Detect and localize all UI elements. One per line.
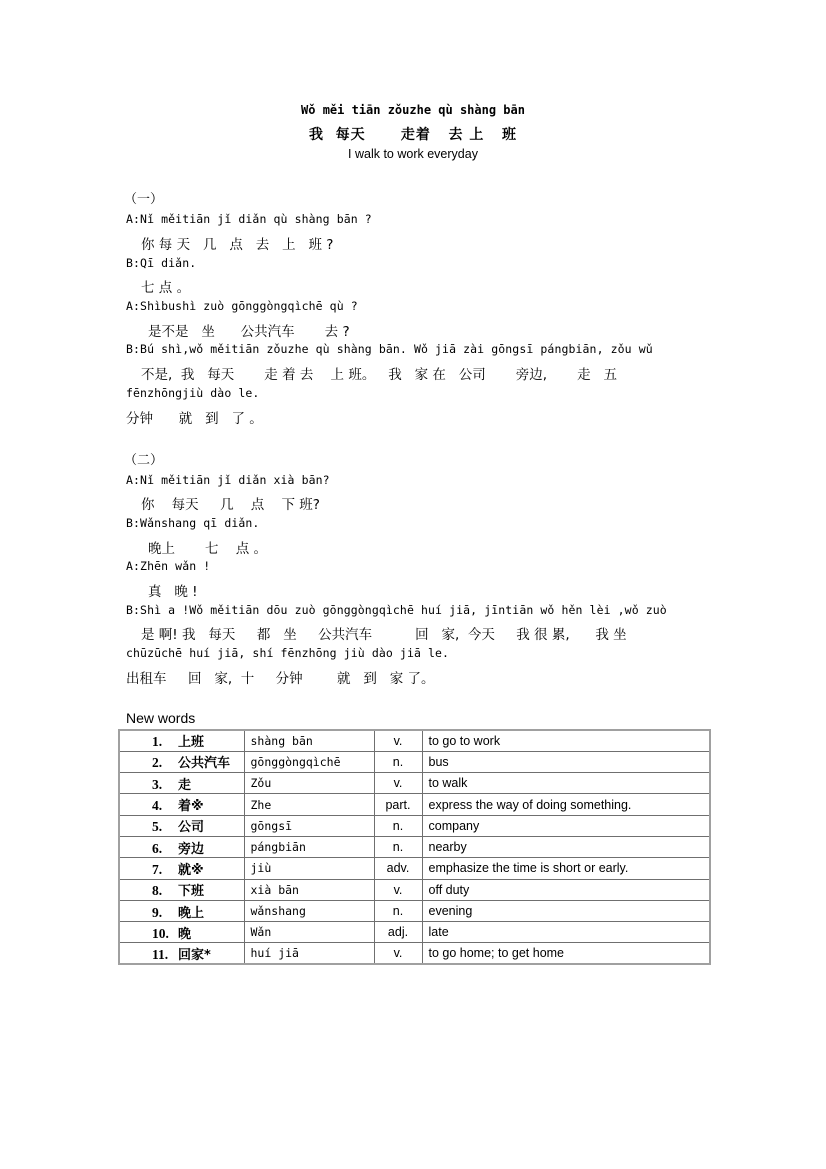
vocab-meaning: express the way of doing something. <box>422 794 710 815</box>
vocab-word: 走 <box>178 777 192 793</box>
vocab-number: 8. <box>152 883 163 899</box>
dialogue-2-line-5-pinyin: chūzūchē huí jiā, shí fēnzhōng jiù dào jiā le. <box>126 646 450 660</box>
vocab-number: 2. <box>152 755 163 771</box>
dialogue-1-line-3-hanzi: 是不是 坐 公共汽车 去 ? <box>148 324 350 340</box>
vocab-number: 9. <box>152 904 163 920</box>
vocab-pinyin: pángbiān <box>244 836 374 857</box>
vocab-word-cell <box>119 858 244 879</box>
vocab-part-of-speech: v. <box>374 943 422 964</box>
vocab-pinyin: gōngsī <box>244 815 374 836</box>
dialogue-2-line-4-pinyin: B:Shì a !Wǒ měitiān dōu zuò gōnggòngqìchē huí jiā, jīntiān wǒ hěn lèi ,wǒ zuò <box>126 603 667 617</box>
vocab-pinyin: Wǎn <box>244 922 374 943</box>
vocab-part-of-speech: n. <box>374 815 422 836</box>
new-words-label: New words <box>126 710 196 726</box>
vocab-word: 旁边 <box>178 841 205 857</box>
dialogue-1-line-5-pinyin: fēnzhōngjiù dào le. <box>126 386 260 400</box>
vocab-word: 公共汽车 <box>178 756 231 772</box>
dialogue-1-line-3-pinyin: A:Shìbushì zuò gōnggòngqìchē qù ? <box>126 299 358 313</box>
vocab-word: 晚 <box>178 926 192 942</box>
vocabulary-row <box>119 751 710 772</box>
dialogue-2-line-2-hanzi: 晚上 七 点 。 <box>148 541 267 557</box>
vocab-word: 下班 <box>178 884 205 900</box>
dialogue-2-line-5-hanzi: 出租车 回 家, 十 分钟 就 到 家 了。 <box>126 671 435 687</box>
title-hanzi: 我 每天 走着 去 上 班 <box>308 127 518 143</box>
vocab-meaning: bus <box>422 751 710 772</box>
vocab-word: 着※ <box>178 799 204 815</box>
dialogue-1-line-5-hanzi: 分钟 就 到 了 。 <box>126 411 263 427</box>
dialogue-2-line-4-hanzi: 是 啊! 我 每天 都 坐 公共汽车 回 家, 今天 我 很 累, 我 坐 <box>141 627 627 643</box>
vocab-word-cell <box>119 900 244 921</box>
title-english: I walk to work everyday <box>348 147 478 161</box>
vocab-word: 回家* <box>178 947 211 963</box>
vocab-meaning: to go home; to get home <box>422 943 710 964</box>
vocab-meaning: to walk <box>422 773 710 794</box>
vocab-pinyin: Zǒu <box>244 773 374 794</box>
vocab-word: 就※ <box>178 862 204 878</box>
vocab-pinyin: huí jiā <box>244 943 374 964</box>
vocab-word-cell <box>119 751 244 772</box>
vocabulary-row <box>119 943 710 964</box>
vocab-pinyin: xià bān <box>244 879 374 900</box>
vocabulary-row <box>119 730 710 751</box>
vocab-number: 6. <box>152 840 163 856</box>
dialogue-2-line-1-hanzi: 你 每天 几 点 下 班? <box>141 497 320 513</box>
vocab-part-of-speech: n. <box>374 900 422 921</box>
vocab-pinyin: wǎnshang <box>244 900 374 921</box>
vocab-number: 11. <box>152 946 169 962</box>
dialogue-1-line-4-hanzi: 不是, 我 每天 走 着 去 上 班。 我 家 在 公司 旁边, 走 五 <box>141 367 617 383</box>
dialogue-1-line-1-pinyin: A:Nǐ měitiān jǐ diǎn qù shàng bān ? <box>126 212 372 226</box>
dialogue-2-line-3-pinyin: A:Zhēn wǎn ! <box>126 559 211 573</box>
vocab-pinyin: jiù <box>244 858 374 879</box>
vocabulary-row <box>119 794 710 815</box>
title-pinyin: Wǒ měi tiān zǒuzhe qù shàng bān <box>301 103 525 117</box>
dialogue-2-heading: （二） <box>124 453 164 468</box>
vocab-word: 晚上 <box>178 905 205 921</box>
vocab-meaning: evening <box>422 900 710 921</box>
vocab-word-cell <box>119 836 244 857</box>
vocabulary-row <box>119 773 710 794</box>
vocab-word-cell <box>119 773 244 794</box>
dialogue-1-line-4-pinyin: B:Bú shì,wǒ měitiān zǒuzhe qù shàng bān. Wǒ jiā zài gōngsī pángbiān, zǒu wǔ <box>126 342 653 356</box>
vocab-part-of-speech: n. <box>374 836 422 857</box>
vocab-meaning: to go to work <box>422 730 710 751</box>
vocab-number: 7. <box>152 861 163 877</box>
vocab-pinyin: gōnggòngqìchē <box>244 751 374 772</box>
dialogue-1-heading: （一） <box>124 192 164 207</box>
vocab-pinyin: shàng bān <box>244 730 374 751</box>
vocab-word: 公司 <box>178 820 205 836</box>
vocab-meaning: nearby <box>422 836 710 857</box>
vocab-meaning: off duty <box>422 879 710 900</box>
vocab-meaning: late <box>422 922 710 943</box>
vocab-number: 4. <box>152 798 163 814</box>
vocab-word-cell <box>119 922 244 943</box>
vocab-number: 3. <box>152 776 163 792</box>
vocab-word-cell <box>119 943 244 964</box>
vocab-word-cell <box>119 794 244 815</box>
vocabulary-row <box>119 900 710 921</box>
vocab-part-of-speech: v. <box>374 730 422 751</box>
vocab-meaning: emphasize the time is short or early. <box>422 858 710 879</box>
vocab-part-of-speech: adj. <box>374 922 422 943</box>
vocab-part-of-speech: v. <box>374 879 422 900</box>
vocab-part-of-speech: n. <box>374 751 422 772</box>
vocab-part-of-speech: part. <box>374 794 422 815</box>
vocabulary-row <box>119 879 710 900</box>
vocabulary-row <box>119 836 710 857</box>
vocab-word-cell <box>119 730 244 751</box>
vocab-part-of-speech: adv. <box>374 858 422 879</box>
dialogue-1-line-2-hanzi: 七 点 。 <box>141 280 191 296</box>
vocab-number: 10. <box>152 925 169 941</box>
vocabulary-row <box>119 815 710 836</box>
vocab-word-cell <box>119 879 244 900</box>
vocabulary-table <box>118 729 711 965</box>
vocab-number: 5. <box>152 819 163 835</box>
vocabulary-row <box>119 922 710 943</box>
vocabulary-row <box>119 858 710 879</box>
vocab-pinyin: Zhe <box>244 794 374 815</box>
vocab-part-of-speech: v. <box>374 773 422 794</box>
dialogue-1-line-1-hanzi: 你 每 天 几 点 去 上 班 ? <box>141 237 334 253</box>
vocab-number: 1. <box>152 734 163 750</box>
vocab-meaning: company <box>422 815 710 836</box>
dialogue-1-line-2-pinyin: B:Qī diǎn. <box>126 256 197 270</box>
dialogue-2-line-3-hanzi: 真 晚 ! <box>148 584 198 600</box>
dialogue-2-line-2-pinyin: B:Wǎnshang qī diǎn. <box>126 516 260 530</box>
dialogue-2-line-1-pinyin: A:Nǐ měitiān jǐ diǎn xià bān? <box>126 473 330 487</box>
vocab-word: 上班 <box>178 735 205 751</box>
vocab-word-cell <box>119 815 244 836</box>
